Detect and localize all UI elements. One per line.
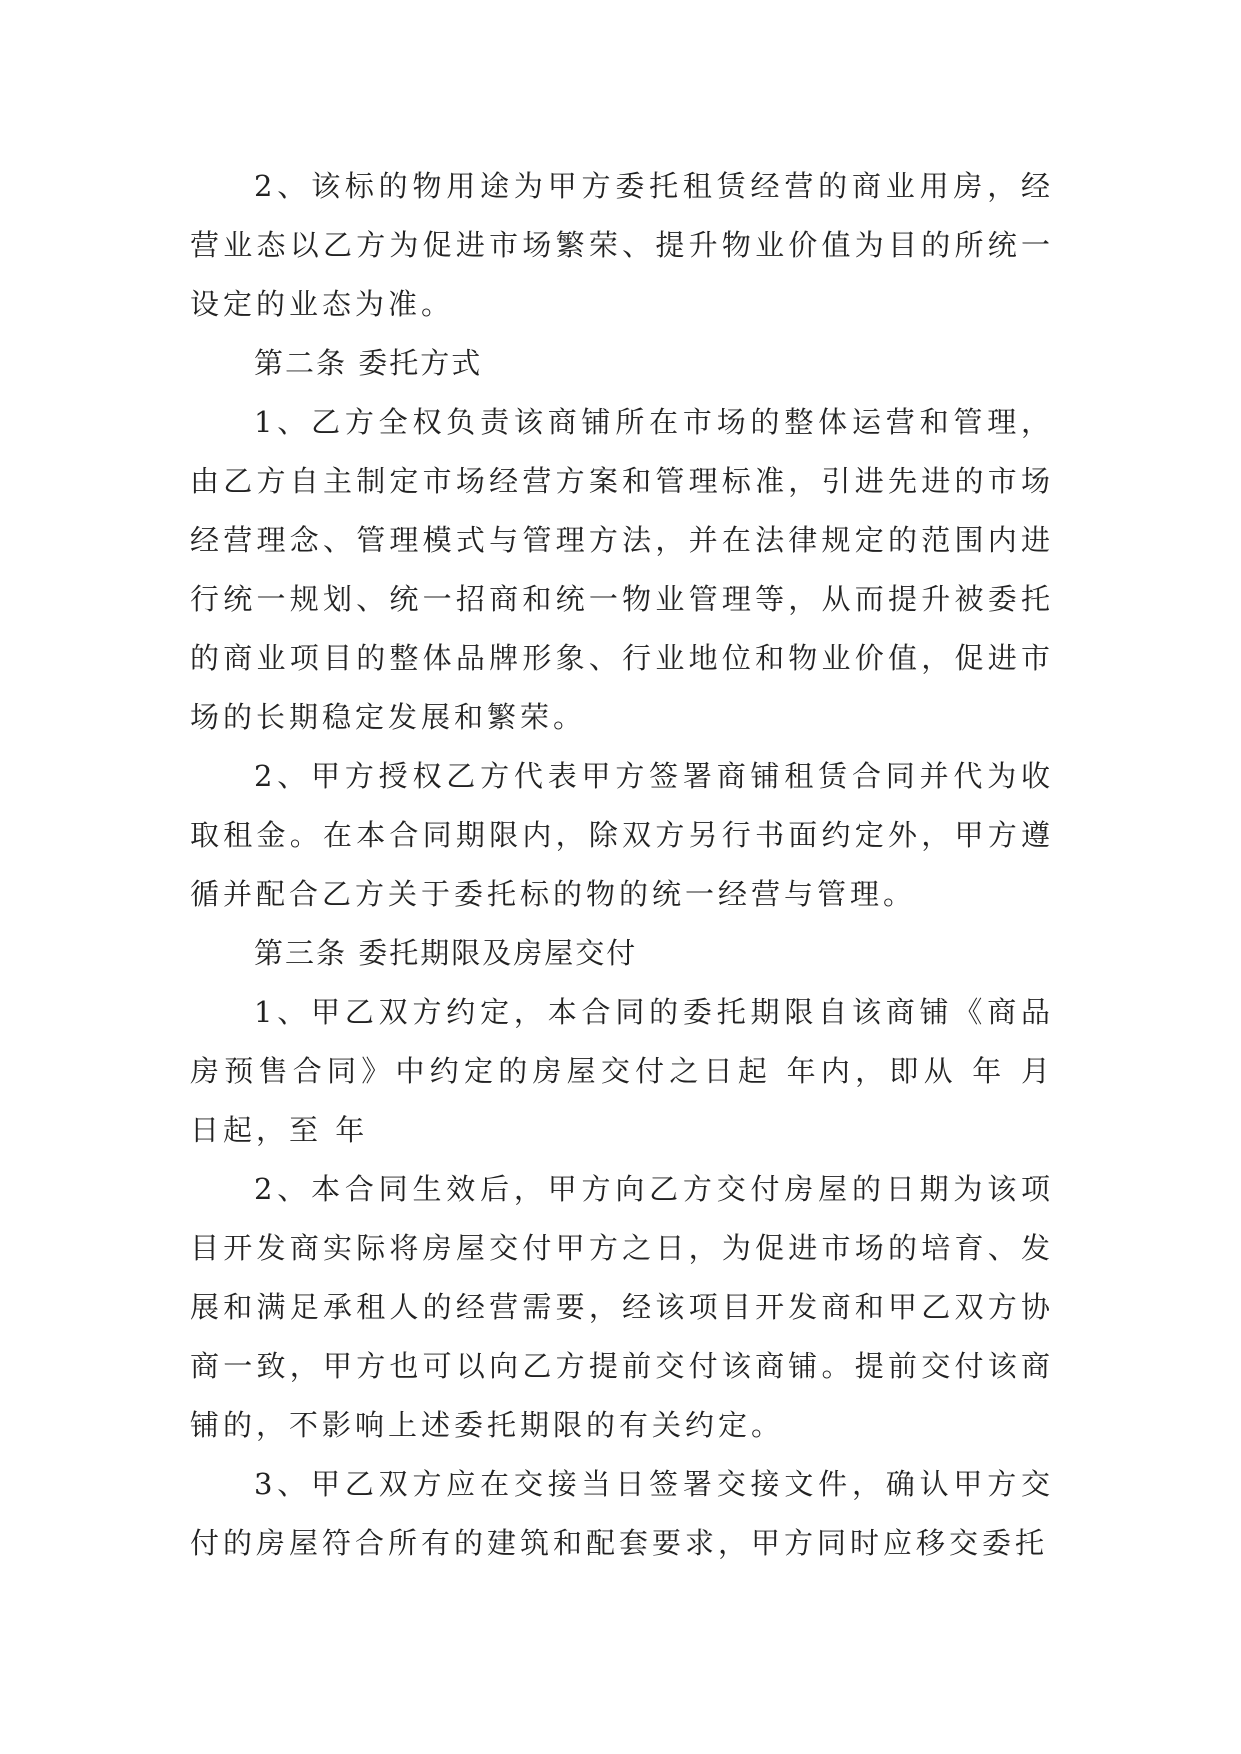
paragraph-term: 1、甲乙双方约定，本合同的委托期限自该商铺《商品房预售合同》中约定的房屋交付之日起 年内，即从 年 月日起，至 年 bbox=[190, 995, 1054, 1147]
paragraph-delivery: 2、本合同生效后，甲方向乙方交付房屋的日期为该项目开发商实际将房屋交付甲方之日，为促进市场的培育、发展和满足承租人的经营需要，经该项目开发商和甲乙双方协商一致，甲方也可以向乙方提前交付该商铺。提前交付该商铺的，不影响上述委托期限的有关约定。 bbox=[190, 1172, 1054, 1442]
paragraph-authorization: 2、甲方授权乙方代表甲方签署商铺租赁合同并代为收取租金。在本合同期限内，除双方另行书面约定外，甲方遵循并配合乙方关于委托标的物的统一经营与管理。 bbox=[190, 759, 1054, 911]
paragraph-usage-clause: 2、该标的物用途为甲方委托租赁经营的商业用房，经营业态以乙方为促进市场繁荣、提升物业价值为目的所统一设定的业态为准。 bbox=[190, 169, 1054, 321]
article-3-heading: 第三条 委托期限及房屋交付 bbox=[254, 936, 638, 970]
article-2-heading: 第二条 委托方式 bbox=[254, 346, 483, 380]
document-body bbox=[190, 157, 1054, 1573]
paragraph-handover: 3、甲乙双方应在交接当日签署交接文件，确认甲方交付的房屋符合所有的建筑和配套要求，甲方同时应移交委托 bbox=[190, 1467, 1054, 1560]
paragraph-operation-management: 1、乙方全权负责该商铺所在市场的整体运营和管理，由乙方自主制定市场经营方案和管理标准，引进先进的市场经营理念、管理模式与管理方法，并在法律规定的范围内进行统一规划、统一招商和统一物业管理等，从而提升被委托的商业项目的整体品牌形象、行业地位和物业价值，促进市场的长期稳定发展和繁荣。 bbox=[190, 405, 1054, 734]
